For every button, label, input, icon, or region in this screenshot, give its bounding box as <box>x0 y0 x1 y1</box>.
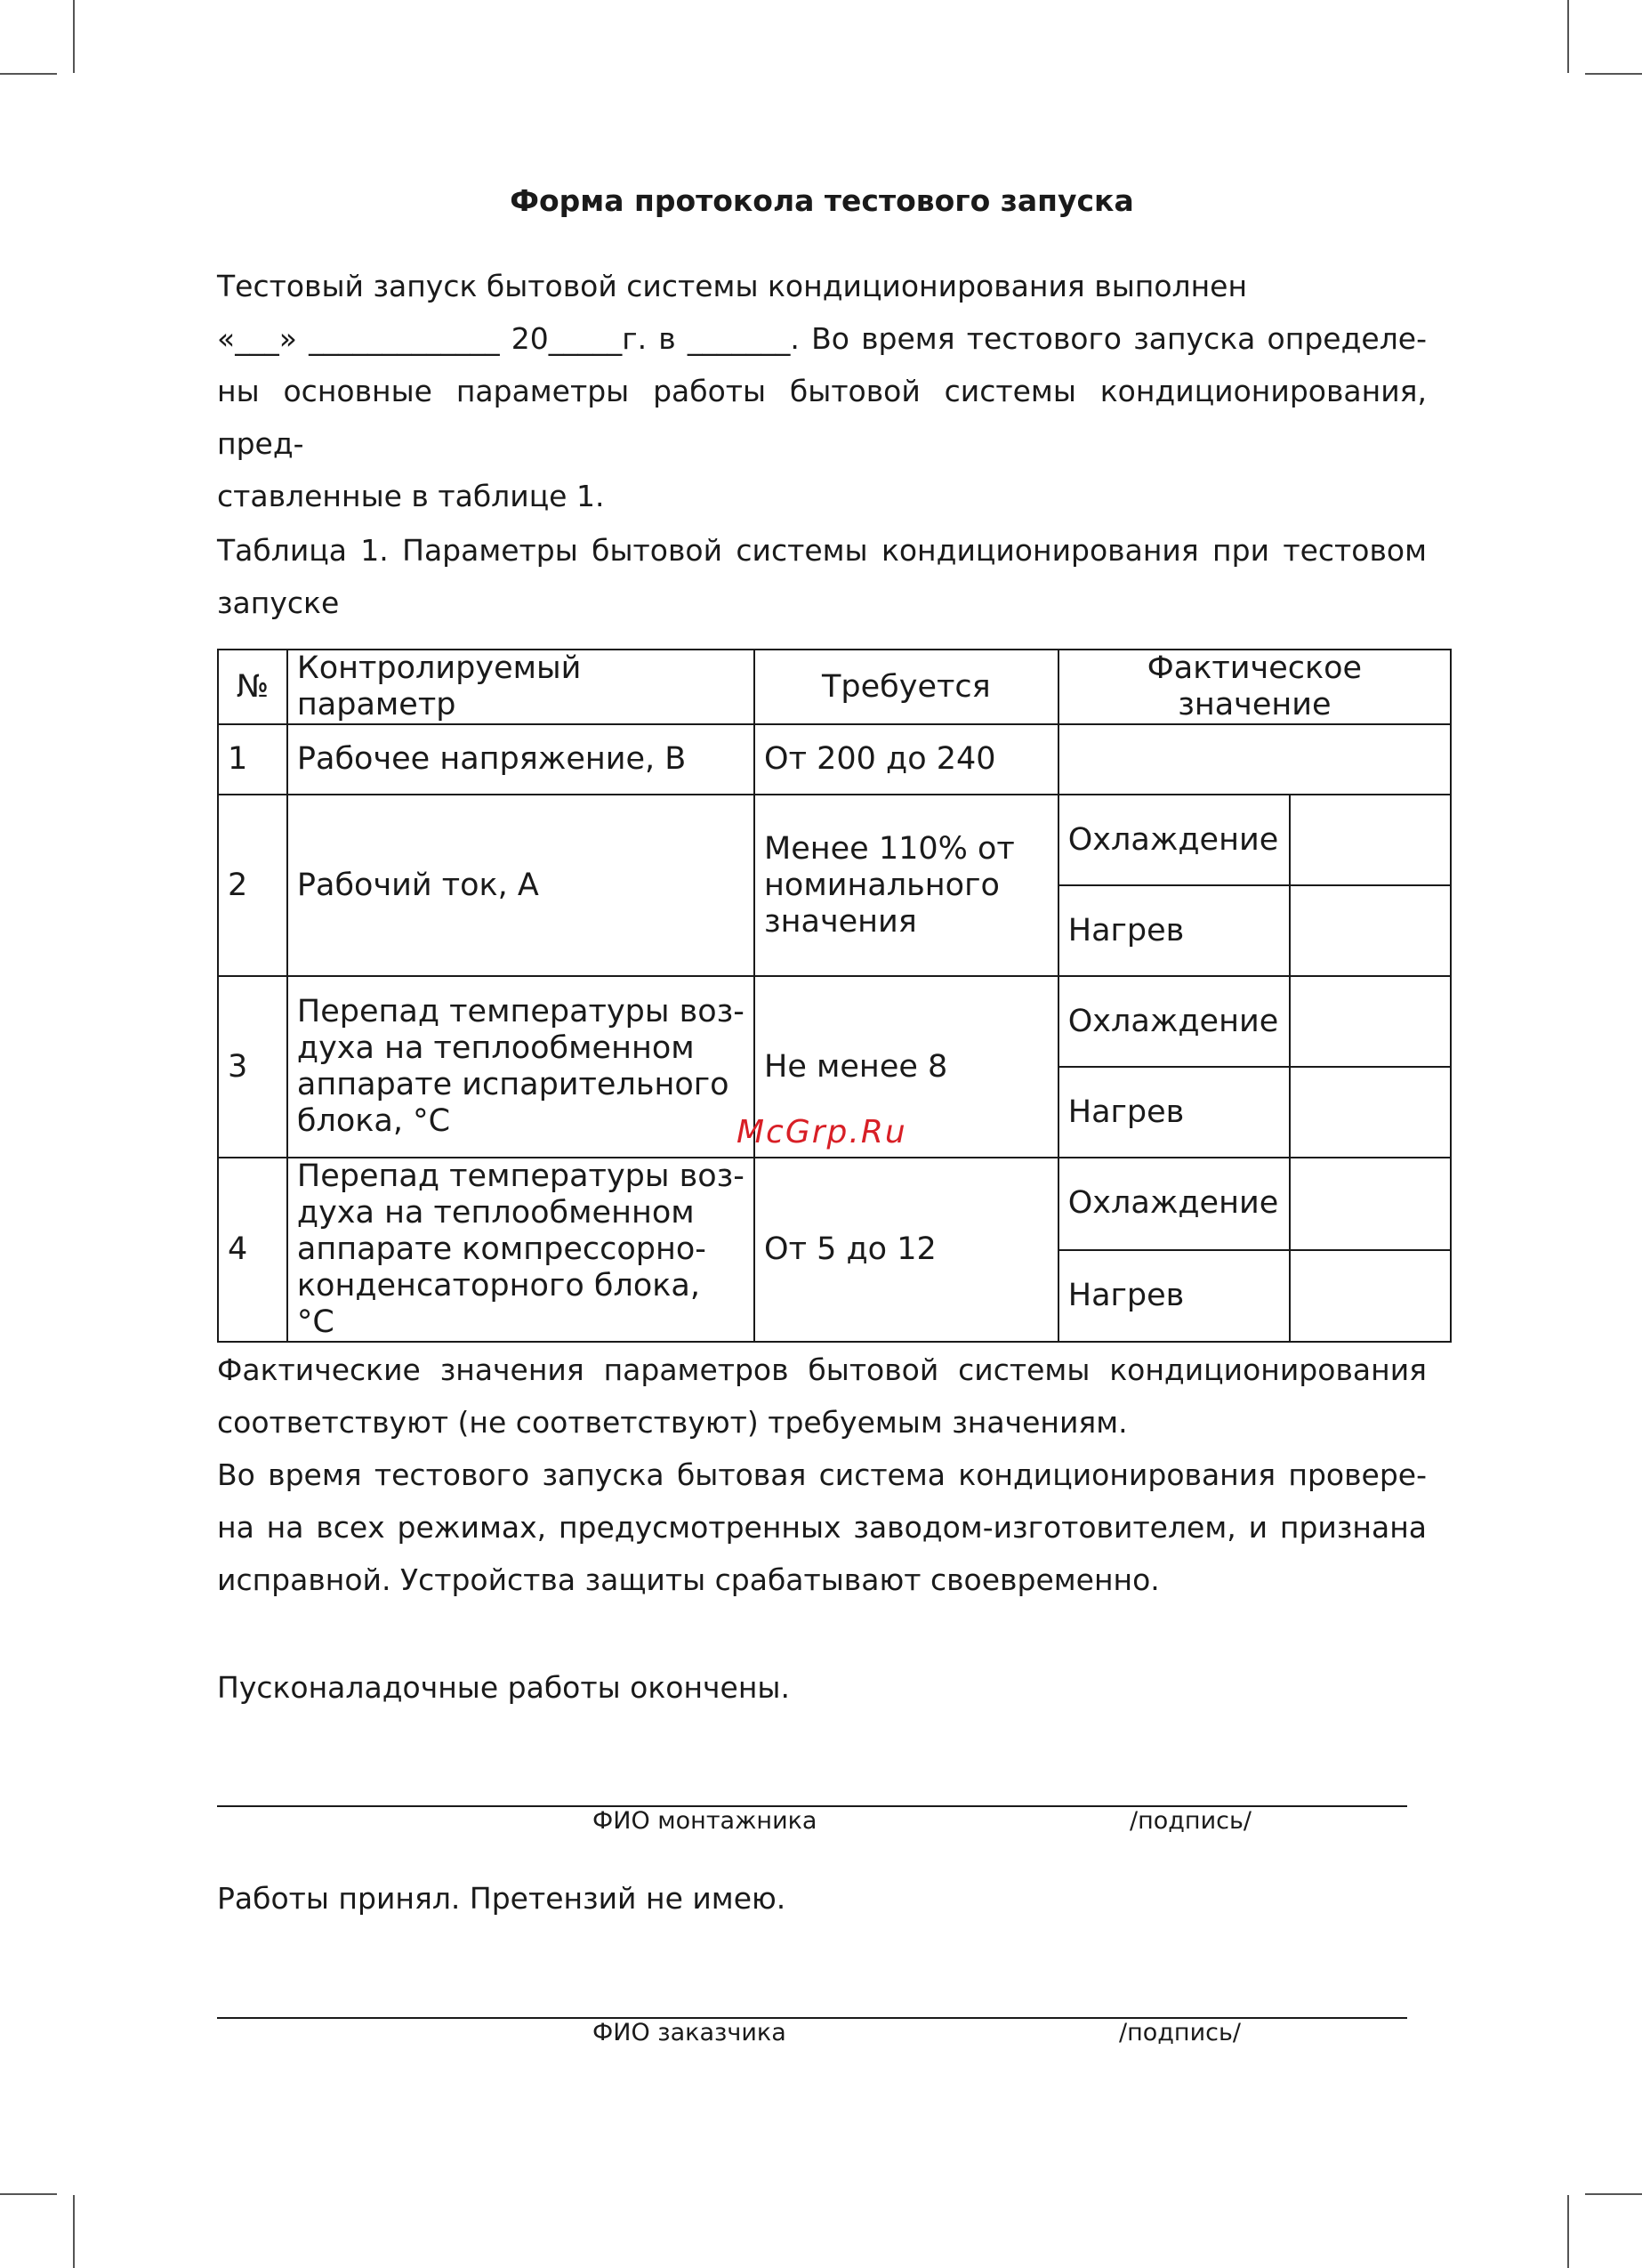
actual-value-cell[interactable] <box>1058 724 1451 795</box>
mode-heating: Нагрев <box>1058 885 1290 976</box>
crop-mark <box>1567 0 1569 73</box>
mode-heating: Нагрев <box>1058 1250 1290 1343</box>
mode-cooling: Охлаждение <box>1058 795 1290 885</box>
row-required: От 200 до 240 <box>754 724 1058 795</box>
mode-cooling: Охлаждение <box>1058 976 1290 1067</box>
row-parameter: Рабочее напряжение, В <box>287 724 754 795</box>
row-required: Не менее 8 <box>754 976 1058 1158</box>
row-required: От 5 до 12 <box>754 1158 1058 1342</box>
table-row <box>218 724 1451 795</box>
intro-line: ставленные в таблице 1. <box>217 479 605 513</box>
header-actual: Фактическое значение <box>1058 650 1451 724</box>
crop-mark <box>73 0 75 73</box>
parameters-table <box>217 649 1452 1343</box>
crop-mark <box>1567 2195 1569 2268</box>
works-finished-text: Пусконаладочные работы окончены. <box>217 1670 790 1705</box>
conclusion-paragraph <box>217 1344 1427 1606</box>
intro-paragraph <box>217 260 1427 522</box>
caption-line: Таблица 1. Параметры бытовой системы кондиционирования при тестовом <box>217 533 1427 568</box>
conclusion-line: Во время тестового запуска бытовая система кондиционирования провере- <box>217 1457 1427 1492</box>
row-number: 1 <box>218 724 287 795</box>
actual-value-cell[interactable] <box>1290 1158 1451 1250</box>
header-number: № <box>218 650 287 724</box>
installer-name-caption: ФИО монтажника <box>592 1807 817 1835</box>
row-required: Менее 110% от номинального значения <box>754 795 1058 976</box>
row-parameter: Перепад температуры воз-духа на теплообменном аппарате испарительного блока, °С <box>287 976 754 1158</box>
intro-line: ны основные параметры работы бытовой системы кондиционирования, пред- <box>217 374 1427 461</box>
row-parameter: Перепад температуры воз-духа на теплообменном аппарате компрессорно-конденсаторного блока, °С <box>287 1158 754 1342</box>
accepted-text: Работы принял. Претензий не имею. <box>217 1881 786 1916</box>
actual-value-cell[interactable] <box>1290 976 1451 1067</box>
crop-mark <box>0 2193 57 2195</box>
row-parameter: Рабочий ток, А <box>287 795 754 976</box>
crop-mark <box>1585 73 1642 75</box>
actual-value-cell[interactable] <box>1290 1250 1451 1343</box>
table-caption <box>217 524 1427 629</box>
intro-line: Тестовый запуск бытовой системы кондиционирования выполнен <box>217 269 1248 303</box>
table-header-row <box>218 650 1451 724</box>
conclusion-line: Фактические значения параметров бытовой системы кондиционирования <box>217 1352 1427 1387</box>
caption-line: запуске <box>217 585 340 620</box>
table-row <box>218 976 1451 1067</box>
mode-heating: Нагрев <box>1058 1067 1290 1158</box>
mode-cooling: Охлаждение <box>1058 1158 1290 1250</box>
crop-mark <box>1585 2193 1642 2195</box>
actual-value-cell[interactable] <box>1290 1067 1451 1158</box>
customer-sign-caption: /подпись/ <box>1119 2019 1241 2046</box>
conclusion-line: соответствуют (не соответствуют) требуемым значениям. <box>217 1405 1128 1440</box>
watermark-text: McGrp.Ru <box>736 1114 907 1150</box>
header-parameter: Контролируемый параметр <box>287 650 754 724</box>
customer-name-caption: ФИО заказчика <box>592 2019 786 2046</box>
actual-value-cell[interactable] <box>1290 795 1451 885</box>
conclusion-line: на на всех режимах, предусмотренных заводом-изготовителем, и признана <box>217 1510 1427 1545</box>
conclusion-line: исправной. Устройства защиты срабатывают своевременно. <box>217 1562 1160 1597</box>
installer-sign-caption: /подпись/ <box>1130 1807 1252 1835</box>
header-required: Требуется <box>754 650 1058 724</box>
table-row <box>218 795 1451 885</box>
row-number: 4 <box>218 1158 287 1342</box>
crop-mark <box>0 73 57 75</box>
row-number: 2 <box>218 795 287 976</box>
row-number: 3 <box>218 976 287 1158</box>
table-row <box>218 1158 1451 1250</box>
document-title: Форма протокола тестового запуска <box>510 183 1134 218</box>
intro-line: «___» _____________ 20_____г. в _______. Во время тестового запуска определе- <box>217 321 1427 356</box>
actual-value-cell[interactable] <box>1290 885 1451 976</box>
crop-mark <box>73 2195 75 2268</box>
